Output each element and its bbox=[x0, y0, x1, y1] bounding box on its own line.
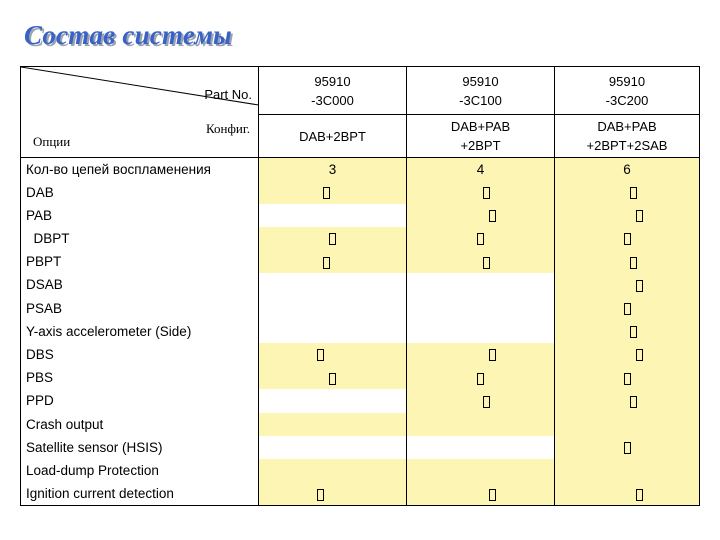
value-cell bbox=[259, 413, 407, 436]
feature-label: PAB bbox=[21, 204, 259, 227]
value-cell bbox=[407, 181, 555, 204]
config-col-3: DAB+PAB +2BPT+2SAB bbox=[555, 115, 700, 157]
table-row bbox=[21, 366, 700, 389]
value-cell bbox=[259, 389, 407, 412]
check-mark-icon bbox=[624, 442, 631, 454]
feature-label: Load-dump Protection bbox=[21, 459, 259, 482]
feature-label: DBPT bbox=[21, 227, 259, 250]
value-cell bbox=[259, 320, 407, 343]
feature-label: DAB bbox=[21, 181, 259, 204]
value-cell bbox=[555, 413, 700, 436]
table-row bbox=[21, 320, 700, 343]
table-row bbox=[21, 273, 700, 296]
check-mark-icon bbox=[317, 349, 324, 361]
feature-label: Ignition current detection bbox=[21, 482, 259, 505]
value-cell bbox=[259, 227, 407, 250]
header-row-part-no bbox=[21, 67, 700, 115]
check-mark-icon bbox=[489, 349, 496, 361]
table-row bbox=[21, 389, 700, 412]
table-row bbox=[21, 459, 700, 482]
check-mark-icon bbox=[483, 257, 490, 269]
value-cell bbox=[555, 204, 700, 227]
feature-label: PPD bbox=[21, 389, 259, 412]
check-mark-icon bbox=[483, 187, 490, 199]
check-mark-icon bbox=[624, 373, 631, 385]
corner-header-cell bbox=[21, 67, 259, 158]
value-cell bbox=[407, 366, 555, 389]
value-cell bbox=[555, 297, 700, 320]
value-cell bbox=[555, 459, 700, 482]
value-cell bbox=[555, 250, 700, 273]
feature-label: PSAB bbox=[21, 297, 259, 320]
value-cell bbox=[407, 413, 555, 436]
check-mark-icon bbox=[323, 257, 330, 269]
check-mark-icon bbox=[317, 489, 324, 501]
value-cell bbox=[407, 297, 555, 320]
system-config-table bbox=[20, 66, 700, 506]
value-cell bbox=[555, 320, 700, 343]
check-mark-icon bbox=[636, 210, 643, 222]
part-no-col-1: 95910 -3C000 bbox=[259, 67, 407, 115]
check-mark-icon bbox=[489, 489, 496, 501]
value-cell bbox=[259, 297, 407, 320]
table-row bbox=[21, 157, 700, 180]
check-mark-icon bbox=[624, 303, 631, 315]
value-cell bbox=[407, 343, 555, 366]
config-label: Конфиг. bbox=[206, 121, 250, 136]
check-mark-icon bbox=[630, 396, 637, 408]
config-col-1: DAB+2BPT bbox=[259, 115, 407, 157]
value-cell bbox=[259, 343, 407, 366]
slide-title: Состав системы bbox=[24, 20, 232, 50]
check-mark-icon bbox=[329, 233, 336, 245]
options-label: Опции bbox=[33, 134, 71, 149]
part-no-label: Part No. bbox=[204, 87, 252, 102]
check-mark-icon bbox=[483, 396, 490, 408]
value-cell bbox=[259, 250, 407, 273]
value-cell bbox=[259, 436, 407, 459]
value-cell bbox=[407, 273, 555, 296]
table-row bbox=[21, 204, 700, 227]
feature-label: Crash output bbox=[21, 413, 259, 436]
value-cell bbox=[555, 157, 700, 180]
feature-label: Кол-во цепей воспламенения bbox=[21, 157, 259, 180]
value-cell bbox=[407, 250, 555, 273]
feature-label: DBS bbox=[21, 343, 259, 366]
table-row bbox=[21, 250, 700, 273]
value-cell bbox=[407, 204, 555, 227]
check-mark-icon bbox=[636, 489, 643, 501]
value-cell bbox=[555, 273, 700, 296]
check-mark-icon bbox=[477, 373, 484, 385]
table-row bbox=[21, 413, 700, 436]
value-cell bbox=[259, 181, 407, 204]
check-mark-icon bbox=[636, 280, 643, 292]
check-mark-icon bbox=[624, 233, 631, 245]
check-mark-icon bbox=[630, 187, 637, 199]
value-cell bbox=[407, 436, 555, 459]
table-row bbox=[21, 436, 700, 459]
value-cell bbox=[259, 273, 407, 296]
value-cell bbox=[259, 482, 407, 505]
check-mark-icon bbox=[489, 210, 496, 222]
ignition-count: 4 bbox=[476, 161, 485, 177]
value-cell bbox=[259, 204, 407, 227]
value-cell bbox=[555, 436, 700, 459]
check-mark-icon bbox=[630, 257, 637, 269]
value-cell bbox=[407, 389, 555, 412]
config-col-2: DAB+PAB +2BPT bbox=[407, 115, 555, 157]
value-cell bbox=[259, 157, 407, 180]
value-cell bbox=[259, 459, 407, 482]
part-no-col-3: 95910 -3C200 bbox=[555, 67, 700, 115]
feature-label: PBS bbox=[21, 366, 259, 389]
table-row bbox=[21, 297, 700, 320]
value-cell bbox=[555, 343, 700, 366]
table-row bbox=[21, 227, 700, 250]
value-cell bbox=[407, 320, 555, 343]
table-row bbox=[21, 482, 700, 505]
table-row bbox=[21, 343, 700, 366]
value-cell bbox=[555, 389, 700, 412]
value-cell bbox=[407, 459, 555, 482]
check-mark-icon bbox=[636, 349, 643, 361]
table-row bbox=[21, 181, 700, 204]
ignition-count: 6 bbox=[623, 161, 631, 177]
value-cell bbox=[555, 366, 700, 389]
feature-label: Y-axis accelerometer (Side) bbox=[21, 320, 259, 343]
check-mark-icon bbox=[477, 233, 484, 245]
value-cell bbox=[555, 227, 700, 250]
value-cell bbox=[407, 482, 555, 505]
value-cell bbox=[555, 482, 700, 505]
feature-label: DSAB bbox=[21, 273, 259, 296]
ignition-count: 3 bbox=[328, 161, 337, 177]
value-cell bbox=[407, 227, 555, 250]
check-mark-icon bbox=[323, 187, 330, 199]
check-mark-icon bbox=[630, 326, 637, 338]
value-cell bbox=[407, 157, 555, 180]
feature-label: Satellite sensor (HSIS) bbox=[21, 436, 259, 459]
value-cell bbox=[259, 366, 407, 389]
part-no-col-2: 95910 -3C100 bbox=[407, 67, 555, 115]
feature-label: PBPT bbox=[21, 250, 259, 273]
value-cell bbox=[555, 181, 700, 204]
check-mark-icon bbox=[329, 373, 336, 385]
